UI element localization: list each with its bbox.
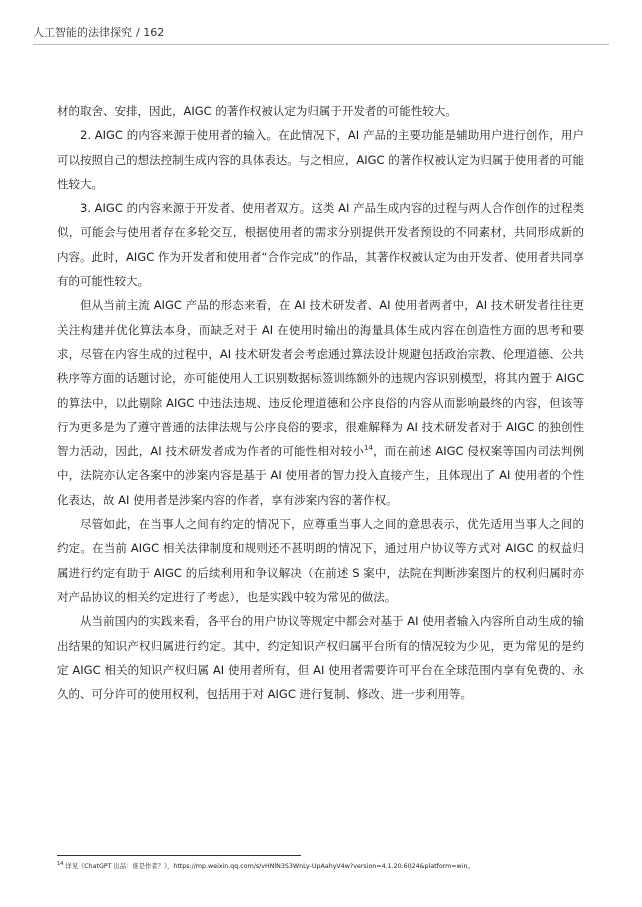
paragraph-item-2: 2. AIGC 的内容来源于使用者的输入。在此情况下，AI 产品的主要功能是辅助用户进行创作，用户可以按照自己的想法控制生成内容的具体表达。与之相应，AIGC 的著作权被认定为归属于使用者的可能性较大。 [57, 128, 584, 191]
book-title: 人工智能的法律探究 [33, 26, 132, 39]
footnote [57, 862, 617, 872]
running-header [33, 24, 613, 40]
footnote-divider [57, 855, 301, 856]
footnote-text: 详见《ChatGPT 出品：谁是作者？》，https://mp.weixin.qq.com/s/vHNlN3S3WnLy-UpAahyV4w?version=4.1.20.6024&platform=win。 [65, 863, 474, 870]
paragraph-text-part-1: 但从当前主流 AIGC 产品的形态来看，在 AI 技术研发者、AI 使用者两者中，AI 技术研发者往往更关注构建并优化算法本身，而缺乏对于 AI 在使用时输出的海量具体生成内容在创造性方面的思考和要求，尽管在内容生成的过程中，AI 技术研发者会考虑通过算法设计规避包括政治宗教、伦理道德、公共秩序等方面的话题讨论，亦可能使用人工识别数据标签训练额外的违规内容识别模型，将其内置于 AIGC 的算法中，以此剔除 AIGC 中违法违规、违反伦理道德和公序良俗的内容从而影响最终的内容，但该等行为更多是为了遵守普通的法律法规与公序良俗的要求，很难解释为 AI 技术研发者对于 AIGC 的独创性智力活动，因此，AI 技术研发者成为作者的可能性相对较小 [57, 298, 584, 459]
paragraph-item-3: 3. AIGC 的内容来源于开发者、使用者双方。这类 AI 产品生成内容的过程与两人合作创作的过程类似，可能会与使用者存在多轮交互，根据使用者的需求分别提供开发者预设的不同素材，共同形成新的内容。此时，AIGC 作为开发者和使用者“合作完成”的作品，其著作权被认定为由开发者、使用者共同享有的可能性较大。 [57, 201, 584, 289]
paragraph-text-part-2: ，而在前述 AIGC 侵权案等国内司法判例中，法院亦认定各案中的涉案内容是基于 AI 使用者的智力投入直接产生，且体现出了 AI 使用者的个性化表达，故 AI 使用者是涉案内容的作者，享有涉案内容的著作权。 [57, 444, 584, 507]
paragraph-agreement: 尽管如此，在当事人之间有约定的情况下，应尊重当事人之间的意思表示，优先适用当事人之间的约定。在当前 AIGC 相关法律制度和规则还不甚明朗的情况下，通过用户协议等方式对 AIGC 的权益归属进行约定有助于 AIGC 的后续利用和争议解决（在前述 S 案中，法院在判断涉案图片的权利归属时亦对产品协议的相关约定进行了考虑），也是实践中较为常见的做法。 [57, 517, 584, 604]
paragraph-mainstream-aigc [57, 293, 584, 512]
page-number: / 162 [136, 26, 165, 39]
header-divider [33, 44, 609, 45]
main-text [57, 99, 584, 706]
footnote-ref[interactable]: 14 [364, 444, 373, 453]
paragraph-continued: 材的取舍、安排，因此，AIGC 的著作权被认定为归属于开发者的可能性较大。 [57, 104, 457, 118]
footnote-number: 14 [57, 860, 64, 867]
paragraph-domestic-practice: 从当前国内的实践来看，各平台的用户协议等规定中都会对基于 AI 使用者输入内容所自动生成的输出结果的知识产权归属进行约定。其中，约定知识产权归属平台所有的情况较为少见，更为常见的是约定 AIGC 相关的知识产权归属 AI 使用者所有，但 AI 使用者需要许可平台在全球范围内享有免费的、永久的、可分许可的使用权利，包括用于对 AIGC 进行复制、修改、进一步利用等。 [57, 614, 584, 702]
